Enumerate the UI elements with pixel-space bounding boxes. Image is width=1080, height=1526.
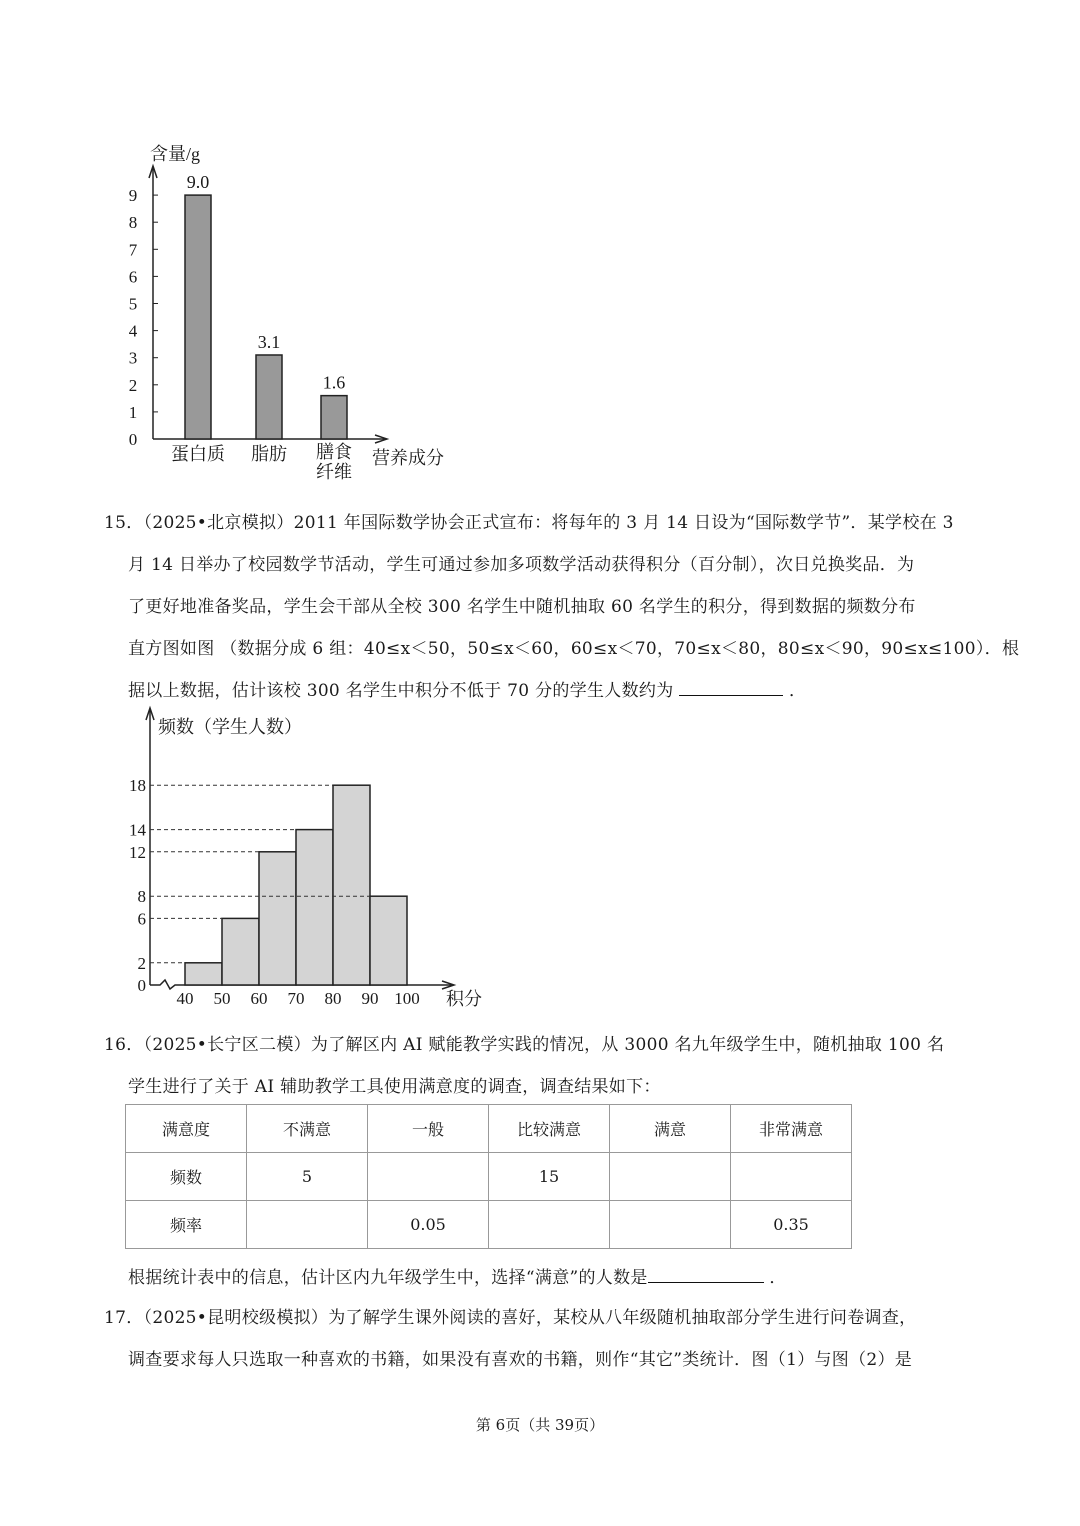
table-cell bbox=[489, 1201, 610, 1249]
data-label: 9.0 bbox=[186, 172, 210, 193]
data-label: 3.1 bbox=[257, 331, 281, 352]
table-row bbox=[126, 1153, 852, 1201]
x-tick-label: 脂肪 bbox=[251, 444, 287, 464]
q15-line-2: 月 14 日举办了校园数学节活动，学生可通过参加多项数学活动获得积分（百分制），次日兑换奖品．为 bbox=[128, 555, 915, 575]
y-tick-label: 12 bbox=[129, 842, 146, 862]
x-tick-label: 40 bbox=[176, 989, 194, 1008]
q15-end: ． bbox=[788, 681, 807, 701]
table-cell bbox=[610, 1153, 731, 1201]
bar bbox=[185, 195, 211, 439]
x-tick-label: 70 bbox=[287, 989, 305, 1008]
y-tick-label: 1 bbox=[128, 402, 138, 422]
table-cell: 满意度 bbox=[126, 1105, 247, 1153]
q16-line-2: 学生进行了关于 AI 辅助教学工具使用满意度的调查，调查结果如下： bbox=[128, 1077, 661, 1097]
histogram-bar bbox=[333, 785, 370, 985]
x-tick-label: 90 bbox=[361, 989, 379, 1008]
y-tick-label: 8 bbox=[137, 887, 146, 907]
q16-line-1: 16．（2025•长宁区二模）为了解区内 AI 赋能教学实践的情况，从 3000 名九年级学生中，随机抽取 100 名 bbox=[104, 1035, 945, 1055]
y-tick-label: 3 bbox=[128, 348, 138, 368]
y-tick-label: 18 bbox=[129, 776, 146, 796]
page-footer: 第 6页（共 39页） bbox=[475, 1416, 605, 1434]
table-cell: 15 bbox=[489, 1153, 610, 1201]
x-tick-label: 100 bbox=[394, 989, 420, 1008]
histogram-bar bbox=[370, 896, 407, 985]
q15-line-1: 15．（2025•北京模拟）2011 年国际数学协会正式宣布：将每年的 3 月 14 日设为“国际数学节”．某学校在 3 bbox=[104, 513, 954, 533]
answer-blank-16[interactable] bbox=[648, 1266, 764, 1283]
q15-line-5 bbox=[128, 676, 806, 701]
x-tick-label: 80 bbox=[324, 989, 342, 1008]
y-tick-label: 7 bbox=[128, 240, 138, 260]
x-tick-label: 60 bbox=[250, 989, 268, 1008]
table-cell bbox=[731, 1153, 852, 1201]
q15-line-3: 了更好地准备奖品，学生会干部从全校 300 名学生中随机抽取 60 名学生的积分，得到数据的频数分布 bbox=[128, 597, 916, 617]
x-axis-label: 营养成分 bbox=[372, 448, 444, 468]
q15-line-5-text: 据以上数据，估计该校 300 名学生中积分不低于 70 分的学生人数约为 bbox=[128, 681, 674, 701]
table-cell: 一般 bbox=[368, 1105, 489, 1153]
y-axis-label: 含量/g bbox=[150, 144, 201, 164]
y-axis-label: 频数（学生人数） bbox=[158, 717, 302, 737]
y-tick-label: 2 bbox=[128, 375, 138, 395]
table-cell bbox=[368, 1153, 489, 1201]
y-tick-label: 2 bbox=[137, 953, 146, 973]
y-tick-label: 0 bbox=[137, 976, 146, 995]
q16-after bbox=[128, 1263, 787, 1288]
histogram-bar bbox=[259, 852, 296, 985]
table-cell bbox=[610, 1201, 731, 1249]
histogram-bar bbox=[185, 963, 222, 985]
q17-line-2: 调查要求每人只选取一种喜欢的书籍，如果没有喜欢的书籍，则作“其它”类统计．图（1）与图（2）是 bbox=[128, 1350, 913, 1370]
histogram-bar bbox=[222, 918, 259, 985]
x-axis-label: 积分 bbox=[446, 989, 482, 1009]
x-tick-label: 蛋白质 bbox=[171, 444, 225, 464]
y-tick-label: 9 bbox=[128, 186, 138, 206]
table-cell: 频率 bbox=[126, 1201, 247, 1249]
y-tick-label: 0 bbox=[128, 430, 138, 449]
table-cell: 频数 bbox=[126, 1153, 247, 1201]
satisfaction-table bbox=[125, 1104, 852, 1249]
answer-blank-15[interactable] bbox=[679, 679, 783, 696]
y-tick-label: 8 bbox=[128, 213, 138, 233]
x-tick-label: 50 bbox=[213, 989, 231, 1008]
bar bbox=[321, 396, 347, 439]
table-cell: 5 bbox=[247, 1153, 368, 1201]
table-row bbox=[126, 1105, 852, 1153]
q17-line-1: 17．（2025•昆明校级模拟）为了解学生课外阅读的喜好，某校从八年级随机抽取部分学生进行问卷调查， bbox=[104, 1308, 917, 1328]
q16-after-text: 根据统计表中的信息，估计区内九年级学生中，选择“满意”的人数是 bbox=[128, 1268, 648, 1288]
data-label: 1.6 bbox=[322, 372, 346, 393]
q16-end: ． bbox=[769, 1268, 787, 1288]
score-histogram bbox=[0, 700, 520, 1030]
table-cell: 比较满意 bbox=[489, 1105, 610, 1153]
table-row bbox=[126, 1201, 852, 1249]
x-tick-label: 膳食 bbox=[316, 442, 352, 462]
x-tick-label: 纤维 bbox=[316, 462, 352, 482]
y-tick-label: 6 bbox=[137, 909, 146, 929]
y-tick-label: 4 bbox=[128, 321, 138, 341]
table-cell: 0.05 bbox=[368, 1201, 489, 1249]
bar bbox=[256, 355, 282, 439]
q15-line-4: 直方图如图 （数据分成 6 组：40≤x＜50，50≤x＜60，60≤x＜70，70≤x＜80，80≤x＜90，90≤x≤100）．根 bbox=[128, 639, 1020, 659]
table-cell: 满意 bbox=[610, 1105, 731, 1153]
y-tick-label: 6 bbox=[128, 267, 138, 287]
y-tick-label: 14 bbox=[129, 820, 146, 840]
table-cell bbox=[247, 1201, 368, 1249]
table-cell: 0.35 bbox=[731, 1201, 852, 1249]
table-cell: 非常满意 bbox=[731, 1105, 852, 1153]
table-cell: 不满意 bbox=[247, 1105, 368, 1153]
y-tick-label: 5 bbox=[128, 294, 138, 314]
histogram-bar bbox=[296, 830, 333, 985]
